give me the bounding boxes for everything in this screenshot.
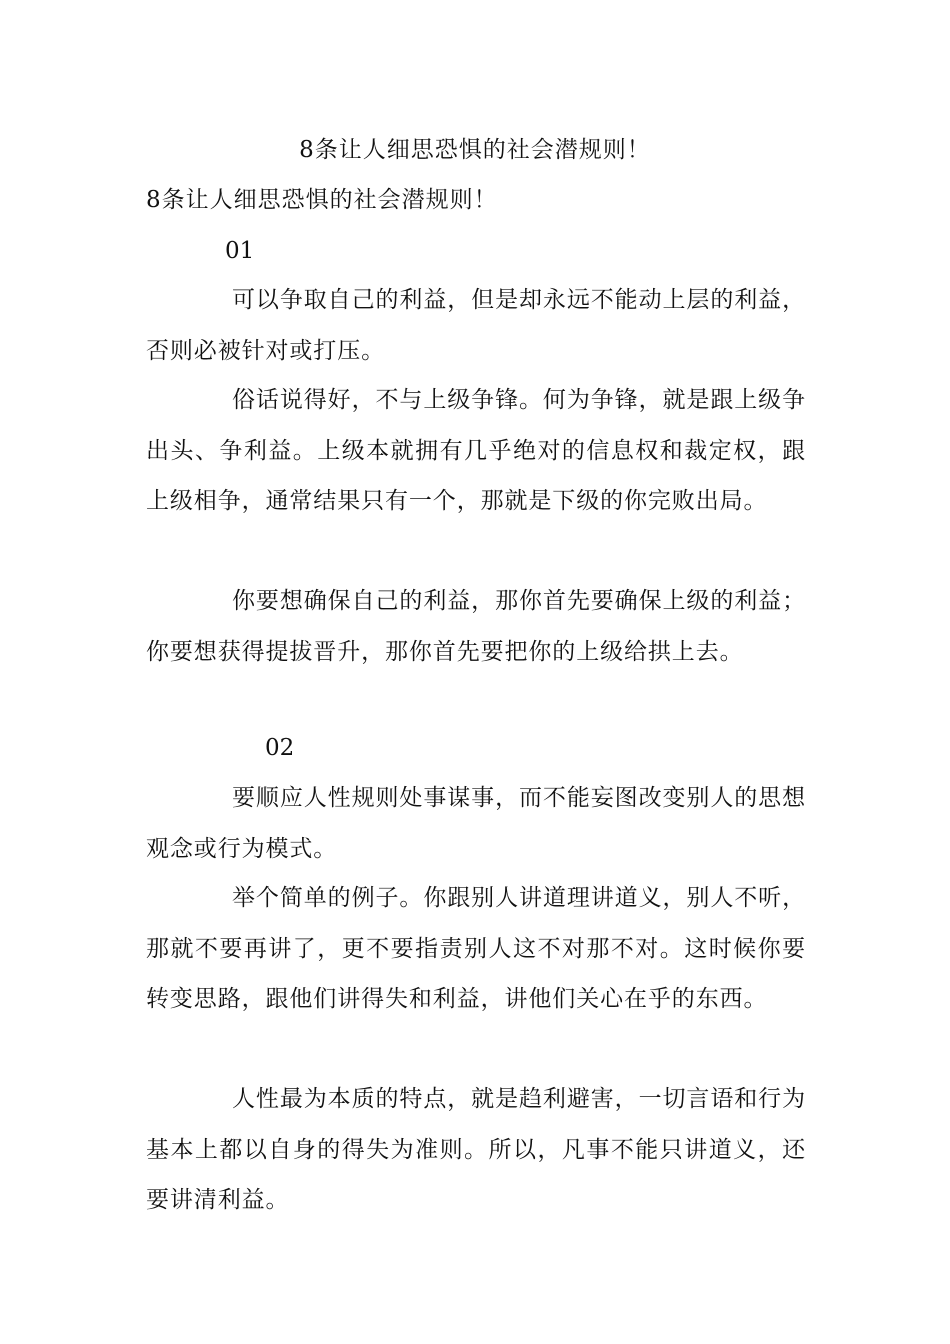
section-number: 01 (225, 238, 255, 264)
paragraph: 俗话说得好，不与上级争锋。何为争锋，就是跟上级争出头、争利益。上级本就拥有几乎绝对的信息权和裁定权，跟上级相争，通常结果只有一个，那就是下级的你完败出局。 (146, 387, 806, 514)
paragraph: 你要想确保自己的利益，那你首先要确保上级的利益；你要想获得提拔晋升，那你首先要把你的上级给拱上去。 (146, 588, 806, 665)
paragraph: 人性最为本质的特点，就是趋利避害，一切言语和行为基本上都以自身的得失为准则。所以，凡事不能只讲道义，还要讲清利益。 (146, 1086, 806, 1213)
document-subtitle: 8条让人细思恐惧的社会潜规则！ (146, 187, 498, 213)
paragraph: 要顺应人性规则处事谋事，而不能妄图改变别人的思想观念或行为模式。 (146, 785, 806, 862)
paragraph: 可以争取自己的利益，但是却永远不能动上层的利益，否则必被针对或打压。 (146, 287, 806, 364)
paragraph: 举个简单的例子。你跟别人讲道理讲道义，别人不听，那就不要再讲了，更不要指责别人这不对那不对。这时候你要转变思路，跟他们讲得失和利益，讲他们关心在乎的东西。 (146, 885, 806, 1012)
section-number: 02 (265, 735, 295, 761)
document-title: 8条让人细思恐惧的社会潜规则！ (299, 137, 651, 163)
